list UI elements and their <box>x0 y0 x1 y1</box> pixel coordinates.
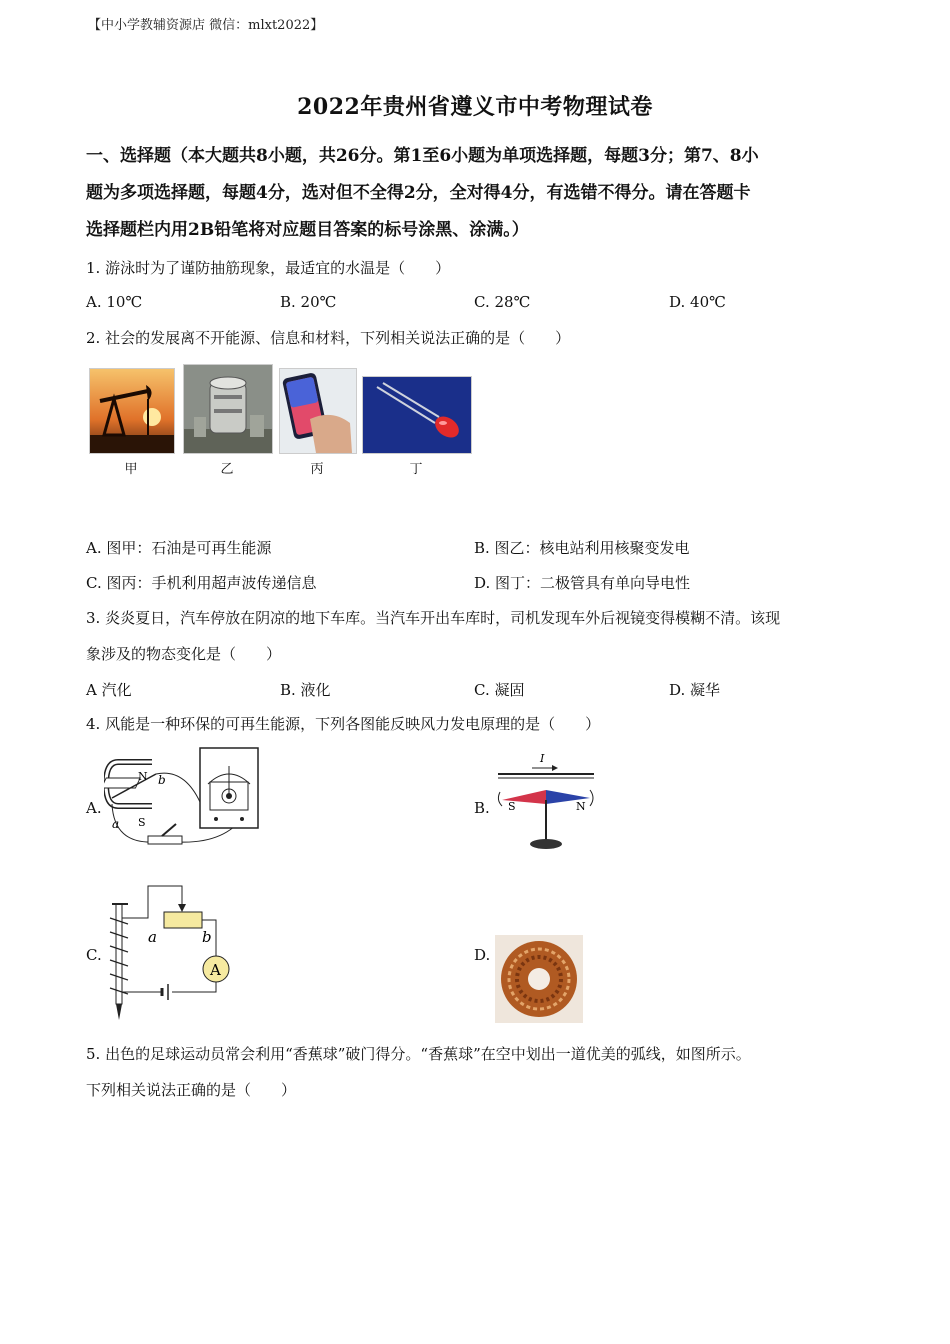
magnet-s-label: S <box>138 816 146 829</box>
q2-option-c: C. 图丙：手机利用超声波传递信息 <box>86 574 317 592</box>
magnet-n-label: N <box>138 770 148 783</box>
q1-option-b: B. 20℃ <box>280 293 337 311</box>
caption-bing: 丙 <box>310 462 324 477</box>
current-i-label: I <box>540 752 545 765</box>
q3-option-d: D. 凝华 <box>669 681 721 699</box>
question-1-stem: 1. 游泳时为了谨防抽筋现象，最适宜的水温是（ ） <box>86 259 451 277</box>
question-3-stem <box>86 600 876 672</box>
question-2-stem: 2. 社会的发展离不开能源、信息和材料，下列相关说法正确的是（ ） <box>86 329 571 347</box>
q2-option-b: B. 图乙：核电站利用核聚变发电 <box>474 539 690 557</box>
q2-option-a: A. 图甲：石油是可再生能源 <box>86 539 272 557</box>
q1-option-d: D. 40℃ <box>669 293 726 311</box>
needle-n-label: N <box>576 800 586 813</box>
q1-option-c: C. 28℃ <box>474 293 531 311</box>
rheostat-b-label: b <box>202 928 212 946</box>
electromagnet-circuit-diagram <box>106 882 236 1022</box>
q3-line-1: 3. 炎炎夏日，汽车停放在阴凉的地下车库。当汽车开出车库时，司机发现车外后视镜变得模糊不清。该现 <box>86 609 781 627</box>
q5-line-1: 5. 出色的足球运动员常会利用“香蕉球”破门得分。“香蕉球”在空中划出一道优美的弧线，如图所示。 <box>86 1045 751 1063</box>
point-a-label: a <box>112 817 120 831</box>
caption-jia: 甲 <box>124 462 138 477</box>
generator-induction-diagram <box>104 744 264 856</box>
ammeter-label: A <box>210 961 221 979</box>
section-line-1: 一、选择题（本大题共8小题，共26分。第1至6小题为单项选择题，每题3分；第7、8小 <box>86 146 759 166</box>
q3-option-c: C. 凝固 <box>474 681 525 699</box>
caption-yi: 乙 <box>220 462 234 477</box>
toroidal-coil-image <box>495 935 583 1023</box>
q3-option-a: A 汽化 <box>86 681 132 699</box>
page-title: 2022年贵州省遵义市中考物理试卷 <box>297 94 653 120</box>
q1-option-a: A. 10℃ <box>86 293 143 311</box>
q3-option-b: B. 液化 <box>280 681 331 699</box>
needle-s-label: S <box>508 800 516 813</box>
watermark-header: 【中小学教辅资源店 微信：mlxt2022】 <box>88 18 324 33</box>
oersted-experiment-diagram <box>494 748 598 852</box>
q3-line-2: 象涉及的物态变化是（ ） <box>86 645 282 663</box>
q4-option-d: D. <box>474 946 491 964</box>
caption-ding: 丁 <box>409 462 423 477</box>
smartphone-image <box>279 368 357 454</box>
nuclear-reactor-image <box>183 364 273 454</box>
q2-option-d: D. 图丁：二极管具有单向导电性 <box>474 574 691 592</box>
section-line-2: 题为多项选择题，每题4分，选对但不全得2分，全对得4分，有选错不得分。请在答题卡 <box>86 183 751 203</box>
section-instructions <box>86 138 866 249</box>
q4-option-c: C. <box>86 946 102 964</box>
rheostat-a-label: a <box>148 928 157 946</box>
section-line-3: 选择题栏内用2B铅笔将对应题目答案的标号涂黑、涂满。） <box>86 220 529 240</box>
diode-image <box>362 376 472 454</box>
q4-option-b: B. <box>474 799 490 817</box>
q5-line-2: 下列相关说法正确的是（ ） <box>86 1081 297 1099</box>
q4-option-a: A. <box>86 799 102 817</box>
question-5-stem <box>86 1036 876 1108</box>
oil-pump-image <box>89 368 175 454</box>
question-4-stem: 4. 风能是一种环保的可再生能源，下列各图能反映风力发电原理的是（ ） <box>86 715 601 733</box>
point-b-label: b <box>158 773 166 787</box>
